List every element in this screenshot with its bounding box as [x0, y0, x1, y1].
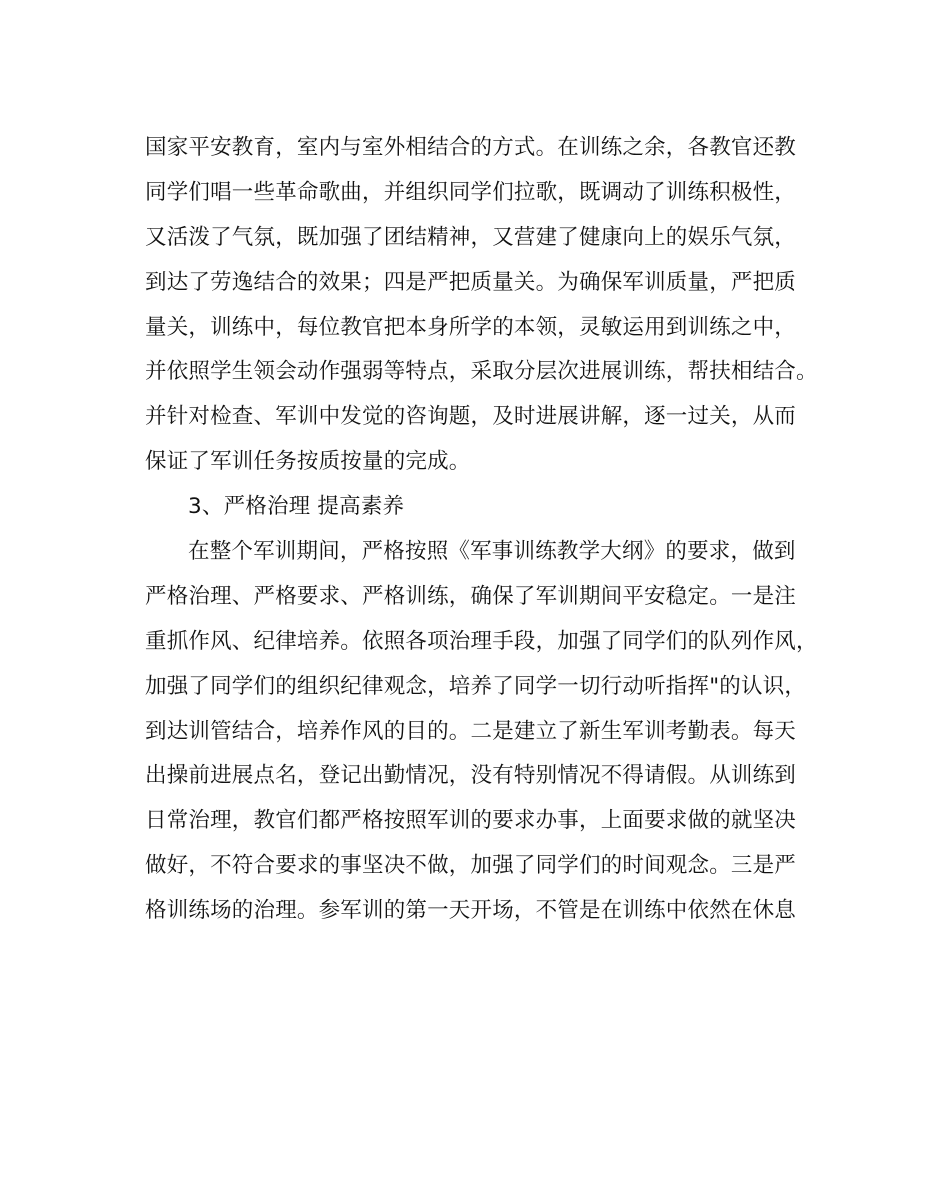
text-line: 格训练场的治理。参军训的第一天开场，不管是在训练中依然在休息: [145, 898, 797, 924]
text-line: 国家平安教育，室内与室外相结合的方式。在训练之余，各教官还教: [145, 135, 797, 160]
text-line: 并依照学生领会动作强弱等特点，采取分层次进展训练，帮扶相结合。: [145, 359, 818, 385]
text-line: 加强了同学们的组织纪律观念，培养了同学一切行动听指挥"的认识，: [145, 673, 807, 699]
text-line: 做好，不符合要求的事坚决不做，加强了同学们的时间观念。三是严: [145, 853, 797, 879]
text-line: 严格治理、严格要求、严格训练，确保了军训期间平安稳定。一是注: [145, 583, 797, 609]
text-line: 到达了劳逸结合的效果；四是严把质量关。为确保军训质量，严把质: [145, 269, 797, 295]
text-line: 保证了军训任务按质按量的完成。: [145, 449, 471, 475]
paragraph-main: [145, 530, 818, 934]
text-line: 又活泼了气氛，既加强了团结精神，又营建了健康向上的娱乐气氛，: [145, 224, 797, 250]
document-body: [145, 126, 818, 934]
section-heading: 3、严格治理 提高素养: [188, 494, 405, 520]
text-line: 日常治理，教官们都严格按照军训的要求办事，上面要求做的就坚决: [145, 808, 797, 834]
text-line: 同学们唱一些革命歌曲，并组织同学们拉歌，既调动了训练积极性，: [145, 179, 797, 205]
paragraph-continued: [145, 126, 818, 485]
text-line: 量关，训练中，每位教官把本身所学的本领，灵敏运用到训练之中，: [145, 314, 797, 340]
text-line: 出操前进展点名，登记出勤情况，没有特别情况不得请假。从训练到: [145, 763, 797, 789]
text-line: 到达训管结合，培养作风的目的。二是建立了新生军训考勤表。每天: [145, 718, 797, 744]
text-line: 在整个军训期间，严格按照《军事训练教学大纲》的要求，做到: [188, 539, 796, 565]
text-line: 重抓作风、纪律培养。依照各项治理手段，加强了同学们的队列作风，: [145, 628, 818, 654]
text-line: 并针对检查、军训中发觉的咨询题，及时进展讲解，逐一过关，从而: [145, 404, 797, 430]
